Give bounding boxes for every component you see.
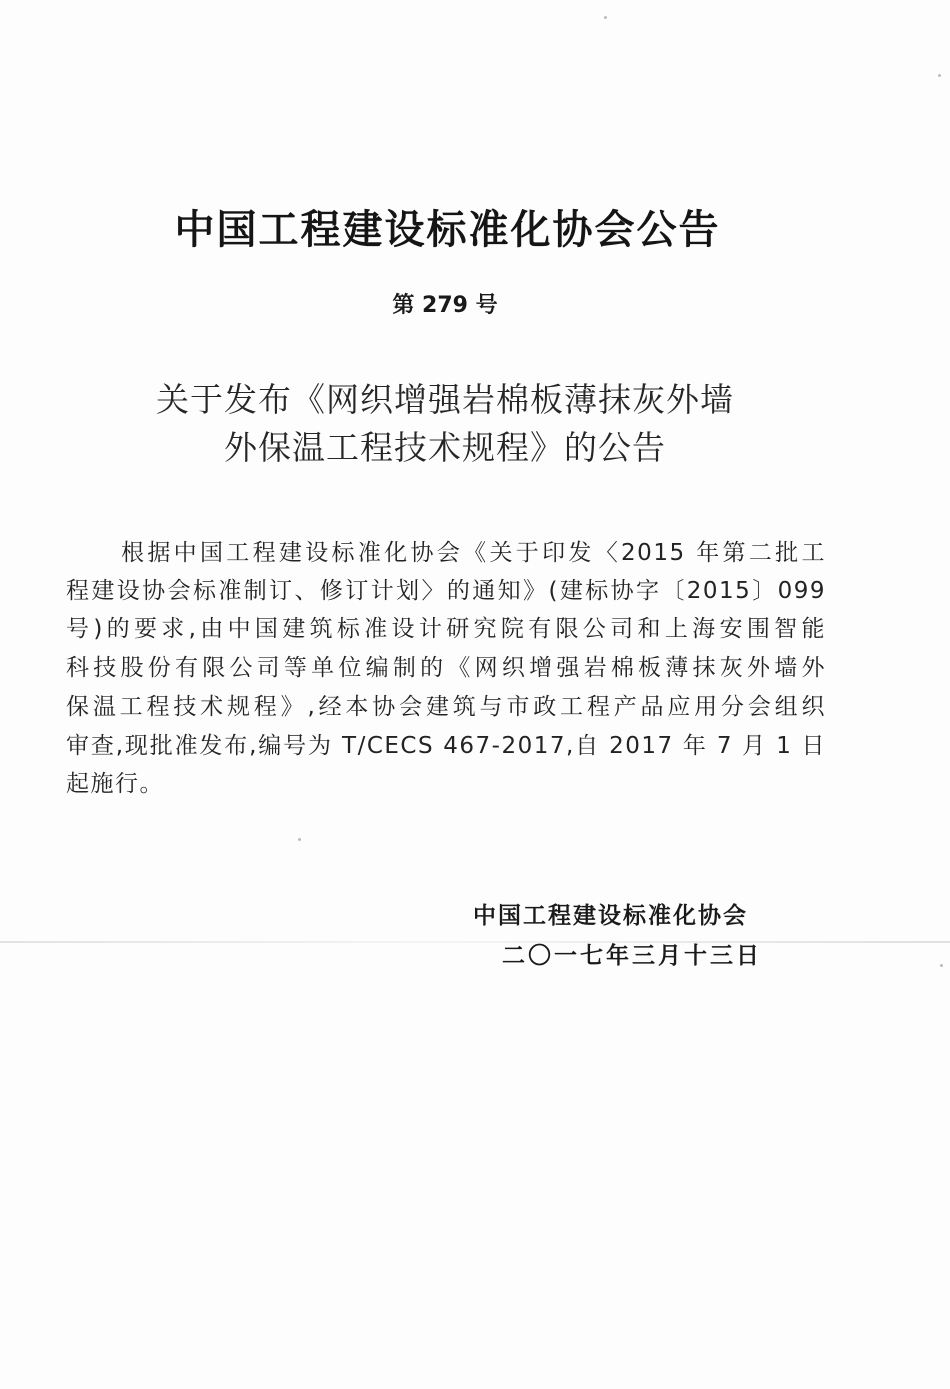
body-line: 程建设协会标准制订、修订计划〉的通知》(建标协字〔2015〕099 bbox=[66, 578, 826, 604]
subtitle-line-1: 关于发布《网织增强岩棉板薄抹灰外墙 bbox=[156, 380, 734, 419]
body-line: 审查,现批准发布,编号为 T/CECS 467-2017,自 2017 年 7 月 1 日 bbox=[66, 733, 826, 759]
body-line: 起施行。 bbox=[66, 771, 164, 797]
announcement-org-title: 中国工程建设标准化协会公告 bbox=[174, 207, 721, 253]
scan-speck bbox=[298, 838, 301, 841]
issue-number: 第 279 号 bbox=[392, 293, 498, 318]
body-line: 科技股份有限公司等单位编制的《网织增强岩棉板薄抹灰外墙外 bbox=[66, 655, 826, 681]
scan-speck bbox=[938, 74, 941, 77]
subtitle-line-2: 外保温工程技术规程》的公告 bbox=[224, 428, 666, 467]
scan-artifact-line bbox=[0, 941, 950, 943]
signature-organization: 中国工程建设标准化协会 bbox=[473, 903, 748, 929]
body-line: 号)的要求,由中国建筑标准设计研究院有限公司和上海安围智能 bbox=[66, 616, 826, 642]
body-line: 根据中国工程建设标准化协会《关于印发〈2015 年第二批工 bbox=[121, 540, 826, 566]
body-line: 保温工程技术规程》,经本协会建筑与市政工程产品应用分会组织 bbox=[66, 694, 826, 720]
scan-speck bbox=[604, 16, 607, 19]
scan-speck bbox=[940, 964, 943, 967]
signature-date: 二〇一七年三月十三日 bbox=[502, 943, 762, 969]
